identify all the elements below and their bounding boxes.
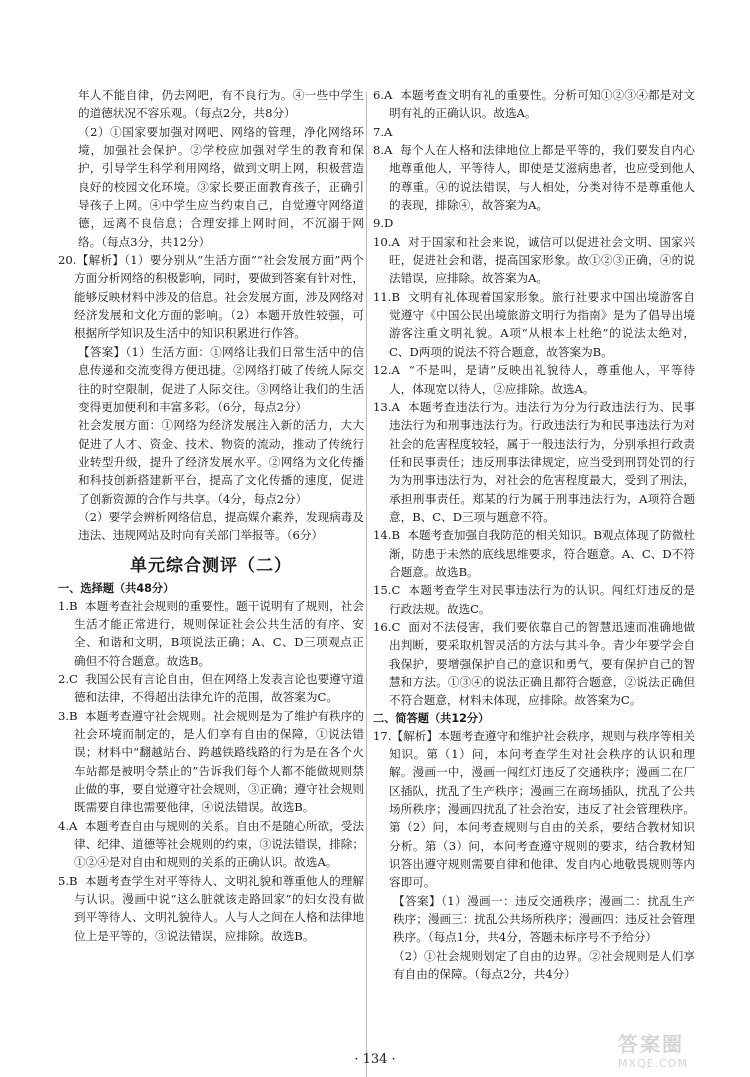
answer-7: 7.A (373, 124, 393, 139)
answer-15: 15.C 本题考查学生对民事违法行为的认识。闯红灯违反的是行政法规。故选C。 (373, 583, 695, 616)
paragraph-19-end: 年人不能自律，仍去网吧，有不良行为。④一些中学生的道德状况不容乐观。（每点2分，共8分） (78, 88, 364, 121)
paragraph-20-part2: （2）要学会辨析网络信息，提高媒介素养，发现病毒及违法、违规网站及时向有关部门举报等。（6分） (78, 509, 364, 543)
watermark-text: 答案圈 (618, 1032, 684, 1056)
answer-16: 16.C 面对不法侵害，我们要依靠自己的智慧迅速而准确地做出判断，要采取机智灵活的方法与其斗争。青少年要学会自我保护，要增强保护自己的意识和勇气，要有保护自己的智慧和方法。①③④的说法正确且都符合题意，②说法正确但不符合题意，材料未体现，应排除。故答案为C。 (373, 619, 695, 708)
column-divider (366, 92, 367, 1077)
q17-answer-part1: 【答案】（1）漫画一：违反交通秩序；漫画二：扰乱生产秩序；漫画三：扰乱公共场所秩序；漫画四：违反社会管理秩序。（每点1分，共4分，答题未标序号不予给分） (393, 893, 695, 945)
answer-11: 11.B 文明有礼体现着国家形象。旅行社要求中国出境游客自觉遵守《中国公民出境旅游文明行为指南》是为了倡导出境游客注重文明礼貌。A项“从根本上杜绝”的说法太绝对，C、D两项的说法不符合题意，故答案为B。 (373, 289, 695, 359)
unit-test-title: 单元综合测评（二） (130, 555, 292, 576)
section-choice-heading: 一、选择题（共48分） (58, 581, 175, 595)
answer-14: 14.B 本题考查加强自我防范的相关知识。B观点体现了防微杜渐，防患于未然的底线思维要求，符合题意。A、C、D不符合题意。故选B。 (373, 528, 695, 579)
paragraph-20-answer: 【答案】（1）生活方面：①网络让我们日常生活中的信息传递和交流变得方便迅捷。②网络打破了传统人际交往的时空限制，促进了人际交往。③网络让我们的生活变得更加便利和丰富多彩。（6分，每点2分） (78, 344, 364, 414)
paragraph-20-social: 社会发展方面：①网络为经济发展注入新的活力，大大促进了人才、资金、技术、物资的流动，推动了传统行业转型升级，提升了经济发展水平。②网络为文化传播和科技创新搭建新平台，提高了文化传播的速度，促进了创新资源的合作与共享。（4分，每点2分） (78, 418, 364, 506)
section-short-answer-heading: 二、简答题（共12分） (373, 711, 490, 725)
watermark-logo (618, 1028, 736, 1072)
answer-10: 10.A 对于国家和社会来说，诚信可以促进社会文明、国家兴旺，促进社会和谐，提高国家形象。故①②③正确，④的说法错误，应排除。故答案为A。 (373, 234, 695, 286)
answer-2: 2.C 我国公民有言论自由，但在网络上发表言论也要遵守道德和法律，不得超出法律允许的范围，故答案为C。 (58, 671, 364, 705)
left-column (58, 86, 364, 945)
answer-6: 6.A 本题考查文明有礼的重要性。分析可知①②③④都是对文明有礼的正确认识。故选A。 (373, 88, 695, 121)
answer-9: 9.D (373, 216, 394, 231)
answer-13: 13.A 本题考查违法行为。违法行为分为行政违法行为、民事违法行为和刑事违法行为。行政违法行为和民事违法行为对社会的危害程度较轻，属于一般违法行为，分别承担行政责任和民事责任；违反刑事法律规定，应当受到刑罚处罚的行为为刑事违法行为，对社会的危害程度最大，受到了刑法，承担刑事责任。郑某的行为属于刑事违法行为，A项符合题意，B、C、D三项与题意不符。 (373, 399, 695, 524)
page-number: · 134 · (354, 1052, 396, 1067)
paragraph-20-analysis: 20.【解析】（1）要分别从“生活方面”“社会发展方面”两个方面分析网络的积极影响，同时，要做到答案有针对性，能够反映材料中涉及的信息。社会发展方面，涉及网络对经济发展和文化方面的影响。（2）本题开放性较强，可根据所学知识及生活中的知识积累进行作答。 (58, 253, 364, 341)
q17-analysis: 17.【解析】本题考查遵守和维护社会秩序，规则与秩序等相关知识。第（1）问，本问考查学生对社会秩序的认识和理解。漫画一中，漫画一闯红灯违反了交通秩序；漫画二在厂区插队，扰乱了生产秩序；漫画三在商场插队，扰乱了公共场所秩序；漫画四扰乱了社会治安，违反了社会管理秩序。第（2）问，本问考查规则与自由的关系，要结合教材知识分析。第（3）问，本问考查遵守规则的要求，结合教材知识答出遵守规则需要自律和他律、发自内心地敬畏规则等内容即可。 (373, 728, 695, 890)
answer-12: 12.A “不是叫，是请”反映出礼貌待人，尊重他人，平等待人，体现宽以待人，②应排除。故选A。 (373, 363, 695, 396)
answer-5: 5.B 本题考查学生对平等待人、文明礼貌和尊重他人的理解与认识。漫画中说“这么脏就该走路回家”的妇女没有做到平等待人、文明礼貌待人。人与人之间在人格和法律地位上是平等的，③说法错误，应排除。故选B。 (58, 873, 364, 943)
answer-3: 3.B 本题考查遵守社会规则。社会规则是为了维护有秩序的社会环境而制定的，是人们享有自由的保障，①说法错误；材料中“翻越站台、跨越铁路线路的行为是在各个火车站都是被明令禁止的”告诉我们每个人都不能做规则禁止做的事，要自觉遵守社会规则，③正确；遵守社会规则既需要自律也需要他律，④说法错误。故选B。 (58, 708, 364, 815)
answer-8: 8.A 每个人在人格和法律地位上都是平等的，我们要发自内心地尊重他人，平等待人，即使是艾滋病患者，也应受到他人的尊重。④的说法错误，与人相处，分类对待不是尊重他人的表现，排除④，故答案为A。 (373, 143, 695, 213)
q17-answer-part2: （2）①社会规则划定了自由的边界。②社会规则是人们享有自由的保障。（每点2分，共4分） (393, 948, 695, 982)
paragraph-19-part2: （2）①国家要加强对网吧、网络的管理，净化网络环境，加强社会保护。②学校应加强对学生的教育和保护，引导学生科学利用网络，做到文明上网，积极营造良好的校园文化环境。③家长要正面教育孩子，正确引导孩子上网。④中学生应当约束自己，自觉遵守网络道德，远离不良信息；合理安排上网时间，不沉溺于网络。（每点3分，共12分） (78, 124, 364, 249)
watermark-url: MXQE.COM (618, 1057, 688, 1070)
answer-4: 4.A 本题考查自由与规则的关系。自由不是随心所欲，受法律、纪律、道德等社会规则的约束，③说法错误，排除；①②④是对自由和规则的关系的正确认识。故选A。 (58, 818, 364, 870)
answer-1: 1.B 本题考查社会规则的重要性。题干说明有了规则，社会生活才能正常进行，规则保证社会公共生活的有序、安全、和谐和文明，B项说法正确；A、C、D三项观点正确但不符合题意。故选B。 (58, 598, 364, 668)
right-column (373, 86, 695, 984)
